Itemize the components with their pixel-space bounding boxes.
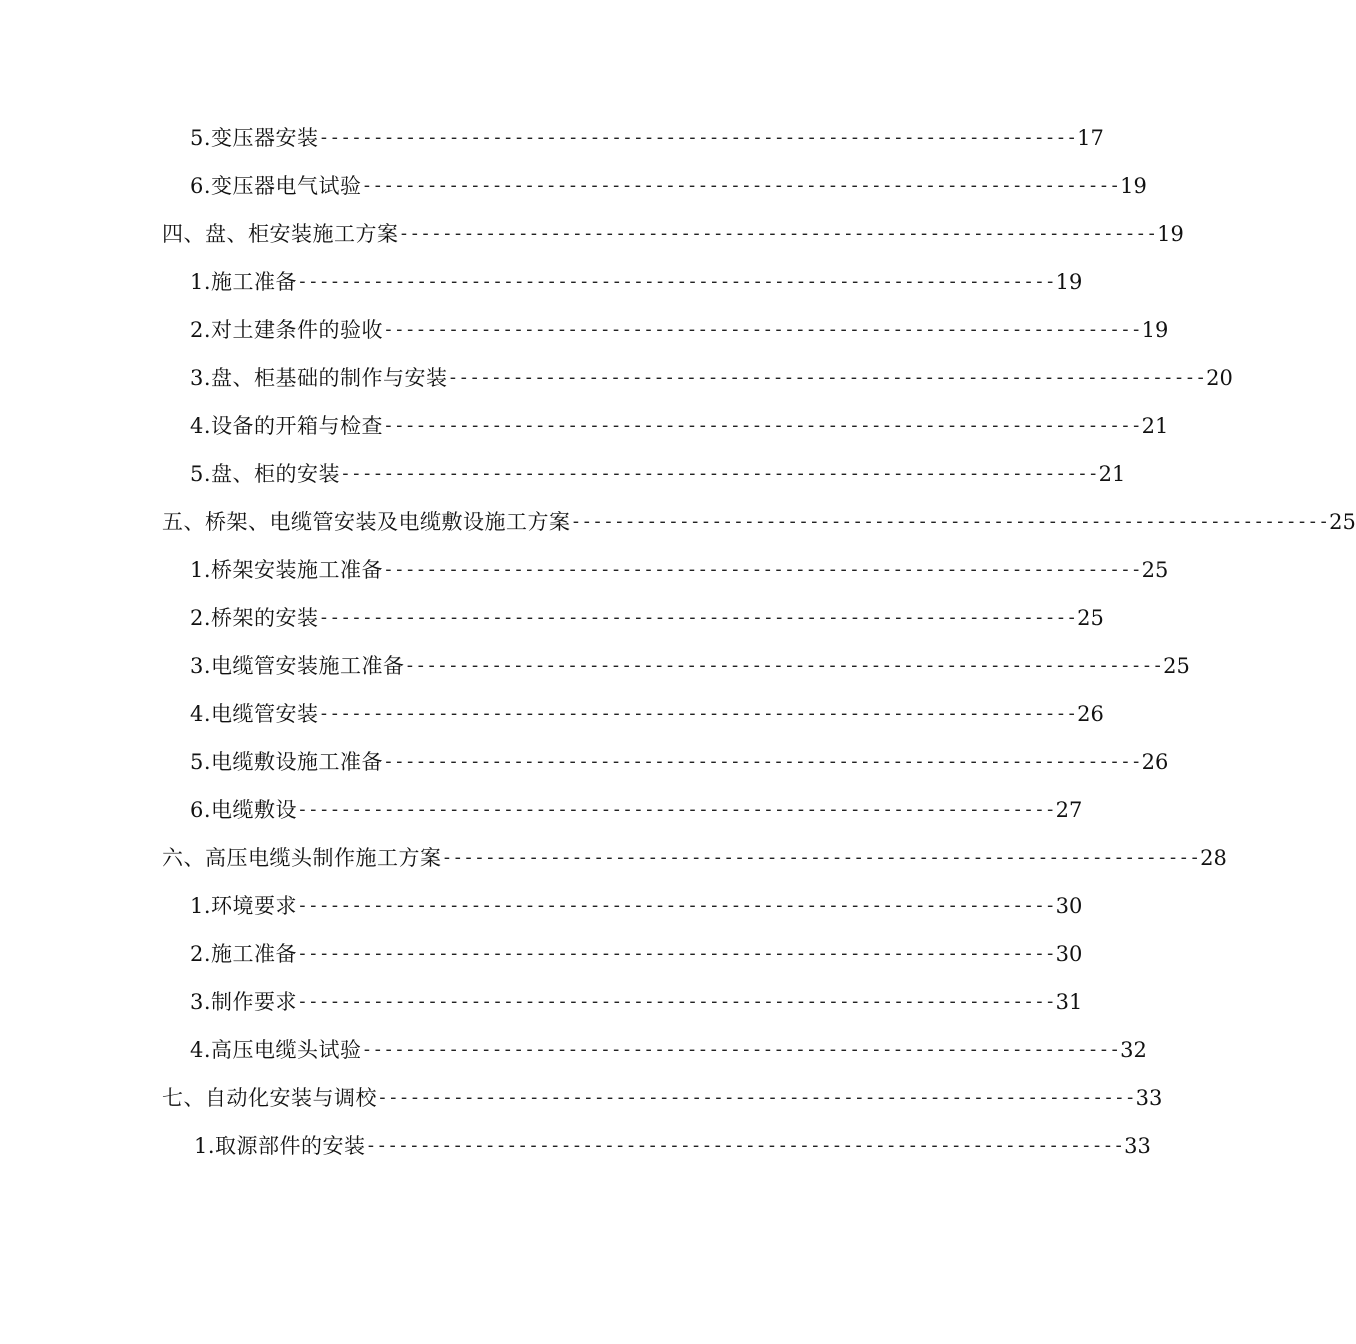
toc-entry-page: 19	[1120, 174, 1147, 198]
toc-entry-page: 31	[1055, 990, 1083, 1014]
toc-leader-dashes: ----------------------------------------------------------------------	[297, 943, 1056, 964]
toc-leader-dashes: ----------------------------------------------------------------------	[447, 367, 1207, 388]
toc-leader-dashes: ----------------------------------------------------------------------	[383, 559, 1142, 580]
toc-entry-title: 6.电缆敷设	[190, 798, 298, 822]
toc-leader-dashes: ----------------------------------------------------------------------	[441, 847, 1201, 868]
toc-entry-title: 五、桥架、电缆管安装及电缆敷设施工方案	[162, 510, 571, 534]
toc-entry-page: 25	[1077, 606, 1104, 630]
toc-entry[interactable]	[190, 1030, 1147, 1070]
toc-leader-dashes: ----------------------------------------------------------------------	[361, 175, 1121, 196]
toc-entry-title: 四、盘、柜安装施工方案	[162, 222, 399, 246]
toc-entry[interactable]	[190, 598, 1104, 638]
toc-entry-page: 20	[1206, 366, 1233, 390]
toc-leader-dashes: ----------------------------------------------------------------------	[297, 271, 1056, 292]
toc-entry-title: 3.制作要求	[190, 990, 298, 1014]
toc-entry-title: 6.变压器电气试验	[190, 174, 362, 198]
toc-entry-page: 32	[1120, 1038, 1147, 1062]
toc-entry[interactable]	[190, 454, 1126, 494]
toc-entry[interactable]	[190, 646, 1190, 686]
toc-leader-dashes: ----------------------------------------------------------------------	[404, 655, 1164, 676]
toc-entry[interactable]	[190, 790, 1083, 830]
toc-entry[interactable]	[190, 310, 1169, 350]
toc-entry-page: 26	[1077, 702, 1104, 726]
toc-entry-title: 5.变压器安装	[190, 126, 319, 150]
toc-entry[interactable]	[190, 982, 1083, 1022]
toc-entry-page: 25	[1163, 654, 1190, 678]
toc-entry[interactable]	[190, 550, 1169, 590]
toc-entry-title: 4.电缆管安装	[190, 702, 319, 726]
toc-section-entry[interactable]	[162, 502, 1356, 542]
toc-entry[interactable]	[190, 262, 1083, 302]
toc-leader-dashes: ----------------------------------------------------------------------	[383, 751, 1142, 772]
toc-leader-dashes: ----------------------------------------------------------------------	[361, 1039, 1121, 1060]
toc-entry-title: 1.施工准备	[190, 270, 298, 294]
toc-entry-title: 1.环境要求	[190, 894, 298, 918]
toc-section-entry[interactable]	[162, 1078, 1163, 1118]
toc-leader-dashes: ----------------------------------------------------------------------	[377, 1087, 1136, 1108]
toc-entry[interactable]	[190, 934, 1083, 974]
toc-entry-page: 30	[1055, 894, 1083, 918]
toc-entry-title: 1.取源部件的安装	[194, 1134, 366, 1158]
toc-leader-dashes: ----------------------------------------------------------------------	[383, 415, 1142, 436]
toc-entry[interactable]	[190, 166, 1147, 206]
toc-entry-title: 1.桥架安装施工准备	[190, 558, 384, 582]
toc-section-entry[interactable]	[162, 214, 1184, 254]
toc-entry-page: 19	[1141, 318, 1169, 342]
toc-entry[interactable]	[190, 118, 1104, 158]
toc-entry-title: 3.电缆管安装施工准备	[190, 654, 405, 678]
toc-entry-page: 19	[1055, 270, 1083, 294]
toc-entry-title: 2.施工准备	[190, 942, 298, 966]
toc-entry-page: 25	[1141, 558, 1169, 582]
toc-entry-title: 5.电缆敷设施工准备	[190, 750, 384, 774]
toc-entry-page: 19	[1157, 222, 1184, 246]
toc-entry[interactable]	[190, 886, 1083, 926]
toc-leader-dashes: ----------------------------------------------------------------------	[340, 463, 1099, 484]
toc-entry[interactable]	[190, 742, 1169, 782]
toc-leader-dashes: ----------------------------------------------------------------------	[318, 127, 1078, 148]
toc-entry-title: 4.设备的开箱与检查	[190, 414, 384, 438]
toc-leader-dashes: ----------------------------------------------------------------------	[318, 703, 1078, 724]
toc-entry-page: 21	[1141, 414, 1169, 438]
toc-leader-dashes: ----------------------------------------------------------------------	[365, 1135, 1125, 1156]
toc-entry-title: 2.对土建条件的验收	[190, 318, 384, 342]
toc-leader-dashes: ----------------------------------------------------------------------	[297, 799, 1056, 820]
toc-entry-page: 30	[1055, 942, 1083, 966]
toc-leader-dashes: ----------------------------------------------------------------------	[398, 223, 1158, 244]
toc-entry-title: 3.盘、柜基础的制作与安装	[190, 366, 448, 390]
toc-entry[interactable]	[190, 694, 1104, 734]
toc-leader-dashes: ----------------------------------------------------------------------	[383, 319, 1142, 340]
toc-entry-page: 27	[1055, 798, 1083, 822]
toc-entry[interactable]	[190, 358, 1233, 398]
toc-entry-page: 25	[1329, 510, 1356, 534]
toc-leader-dashes: ----------------------------------------------------------------------	[570, 511, 1330, 532]
toc-leader-dashes: ----------------------------------------------------------------------	[297, 991, 1056, 1012]
toc-entry-page: 17	[1077, 126, 1104, 150]
toc-entry-page: 33	[1135, 1086, 1163, 1110]
toc-leader-dashes: ----------------------------------------------------------------------	[297, 895, 1056, 916]
toc-section-entry[interactable]	[162, 838, 1227, 878]
toc-entry-title: 4.高压电缆头试验	[190, 1038, 362, 1062]
toc-entry[interactable]	[194, 1126, 1151, 1166]
toc-entry-page: 26	[1141, 750, 1169, 774]
toc-entry-page: 21	[1098, 462, 1126, 486]
toc-leader-dashes: ----------------------------------------------------------------------	[318, 607, 1078, 628]
toc-entry-title: 七、自动化安装与调校	[162, 1086, 377, 1110]
toc-entry-title: 六、高压电缆头制作施工方案	[162, 846, 442, 870]
toc-entry-title: 5.盘、柜的安装	[190, 462, 341, 486]
toc-entry[interactable]	[190, 406, 1169, 446]
toc-entry-title: 2.桥架的安装	[190, 606, 319, 630]
toc-entry-page: 33	[1124, 1134, 1151, 1158]
toc-entry-page: 28	[1200, 846, 1227, 870]
